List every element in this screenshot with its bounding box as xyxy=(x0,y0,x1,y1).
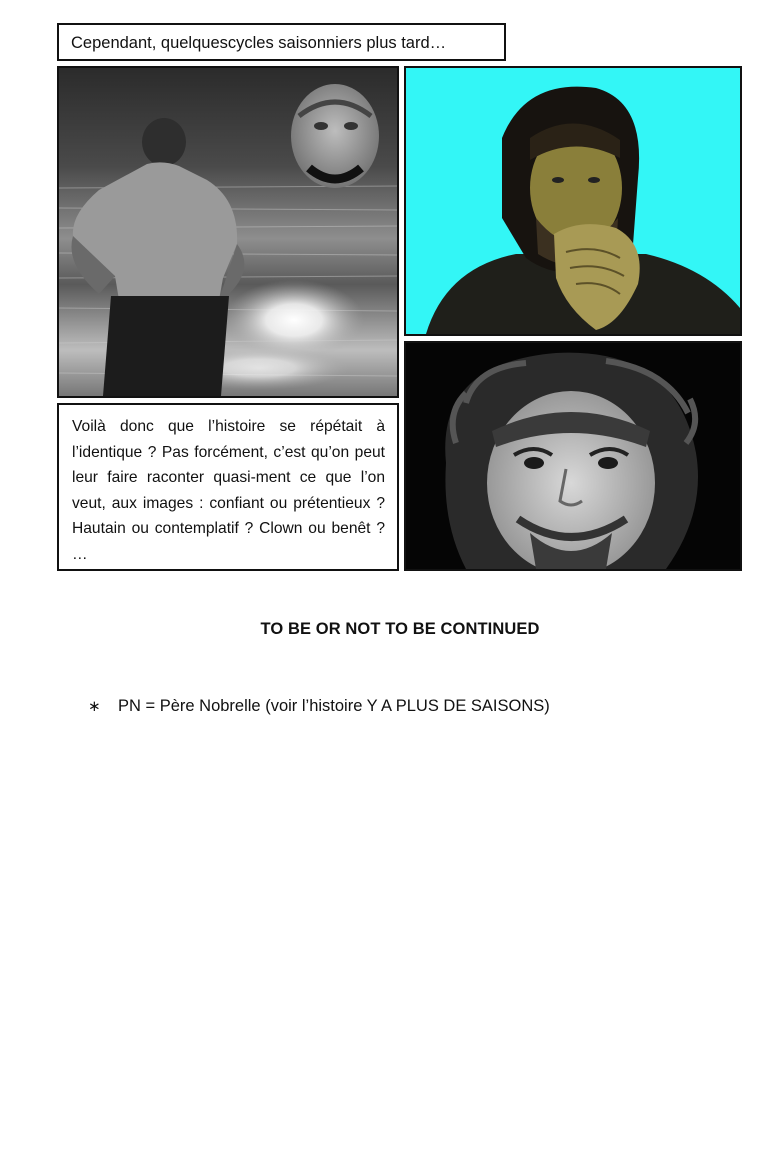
caption-box xyxy=(57,23,506,61)
panel-dark-portrait xyxy=(404,341,742,571)
footnote xyxy=(88,697,550,716)
caption-text: Cependant, quelquescycles saisonniers plus tard… xyxy=(71,34,447,52)
smiling-portrait-illustration xyxy=(406,343,740,569)
continued-heading: TO BE OR NOT TO BE CONTINUED xyxy=(260,620,540,638)
beach-scene-illustration xyxy=(59,68,397,396)
portrait-hands-clasped-illustration xyxy=(406,68,740,334)
footnote-text: PN = Père Nobrelle (voir l’histoire Y A PLUS DE SAISONS) xyxy=(118,697,550,715)
footnote-asterisk: ∗ xyxy=(88,698,101,715)
panel-cyan-portrait xyxy=(404,66,742,336)
narration-text: Voilà donc que l’histoire se répétait à l’identique ? Pas forcément, c’est qu’on peut leur faire raconter quasi-ment ce que l’on veut, aux images : confiant ou prétentieux ? Hautain ou contemplatif ? Clown ou benêt ? … xyxy=(72,418,385,563)
narration-box xyxy=(57,403,399,571)
panel-beach-scene xyxy=(57,66,399,398)
